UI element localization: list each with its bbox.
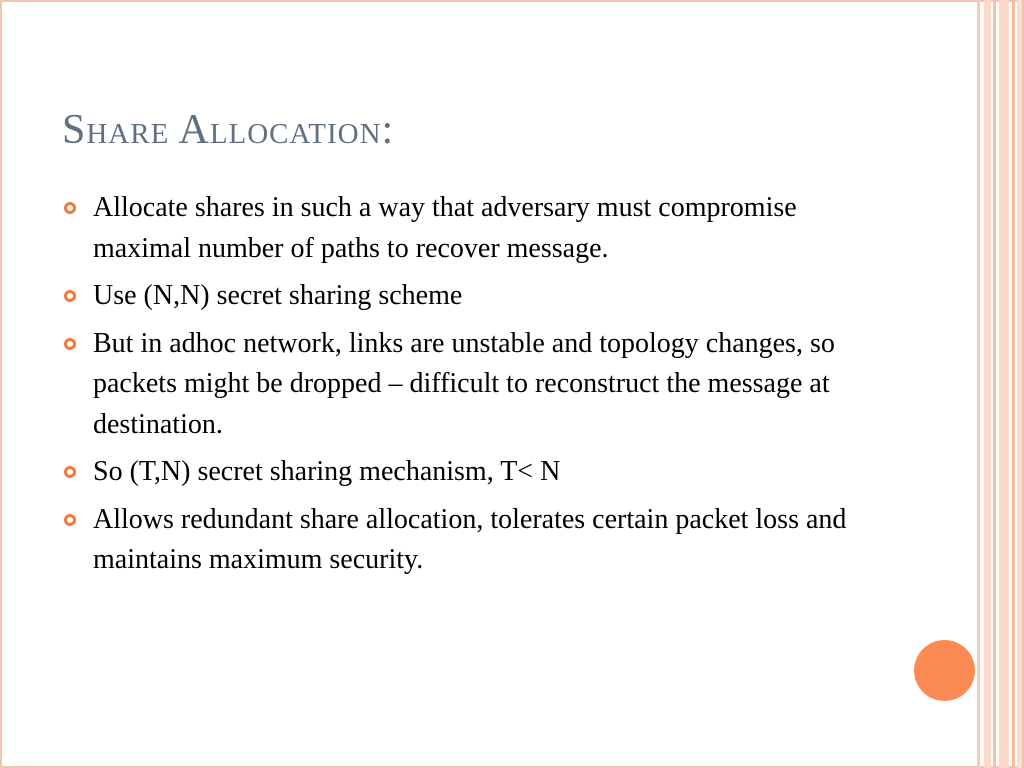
bullet-item	[62, 276, 882, 317]
decorative-stripe	[1012, 0, 1015, 768]
bullet-text: But in adhoc network, links are unstable and topology changes, so packets might be dropped – difficult to reconstruct the message at destination.	[93, 327, 835, 440]
bullet-item	[62, 452, 882, 493]
decorative-stripe	[999, 0, 1009, 768]
slide-title: Share Allocation:	[62, 107, 395, 153]
decorative-stripe	[993, 0, 996, 768]
decorative-circle	[914, 640, 975, 701]
ring-bullet-icon	[64, 466, 76, 478]
bullet-text: Use (N,N) secret sharing scheme	[93, 280, 463, 311]
bullet-text: Allocate shares in such a way that adversary must compromise maximal number of paths to recover message.	[93, 192, 797, 264]
bullet-text: Allows redundant share allocation, tolerates certain packet loss and maintains maximum security.	[93, 503, 847, 575]
decorative-stripe	[984, 0, 991, 768]
decorative-stripe	[1017, 0, 1022, 768]
decorative-stripe	[977, 0, 980, 768]
bullet-item	[62, 324, 882, 446]
ring-bullet-icon	[64, 290, 76, 302]
bullet-item	[62, 500, 882, 581]
ring-bullet-icon	[64, 514, 76, 526]
ring-bullet-icon	[64, 338, 76, 350]
bullet-text: So (T,N) secret sharing mechanism, T< N	[93, 456, 561, 487]
bullet-item	[62, 188, 882, 269]
bullet-list	[62, 188, 882, 588]
ring-bullet-icon	[64, 202, 76, 214]
